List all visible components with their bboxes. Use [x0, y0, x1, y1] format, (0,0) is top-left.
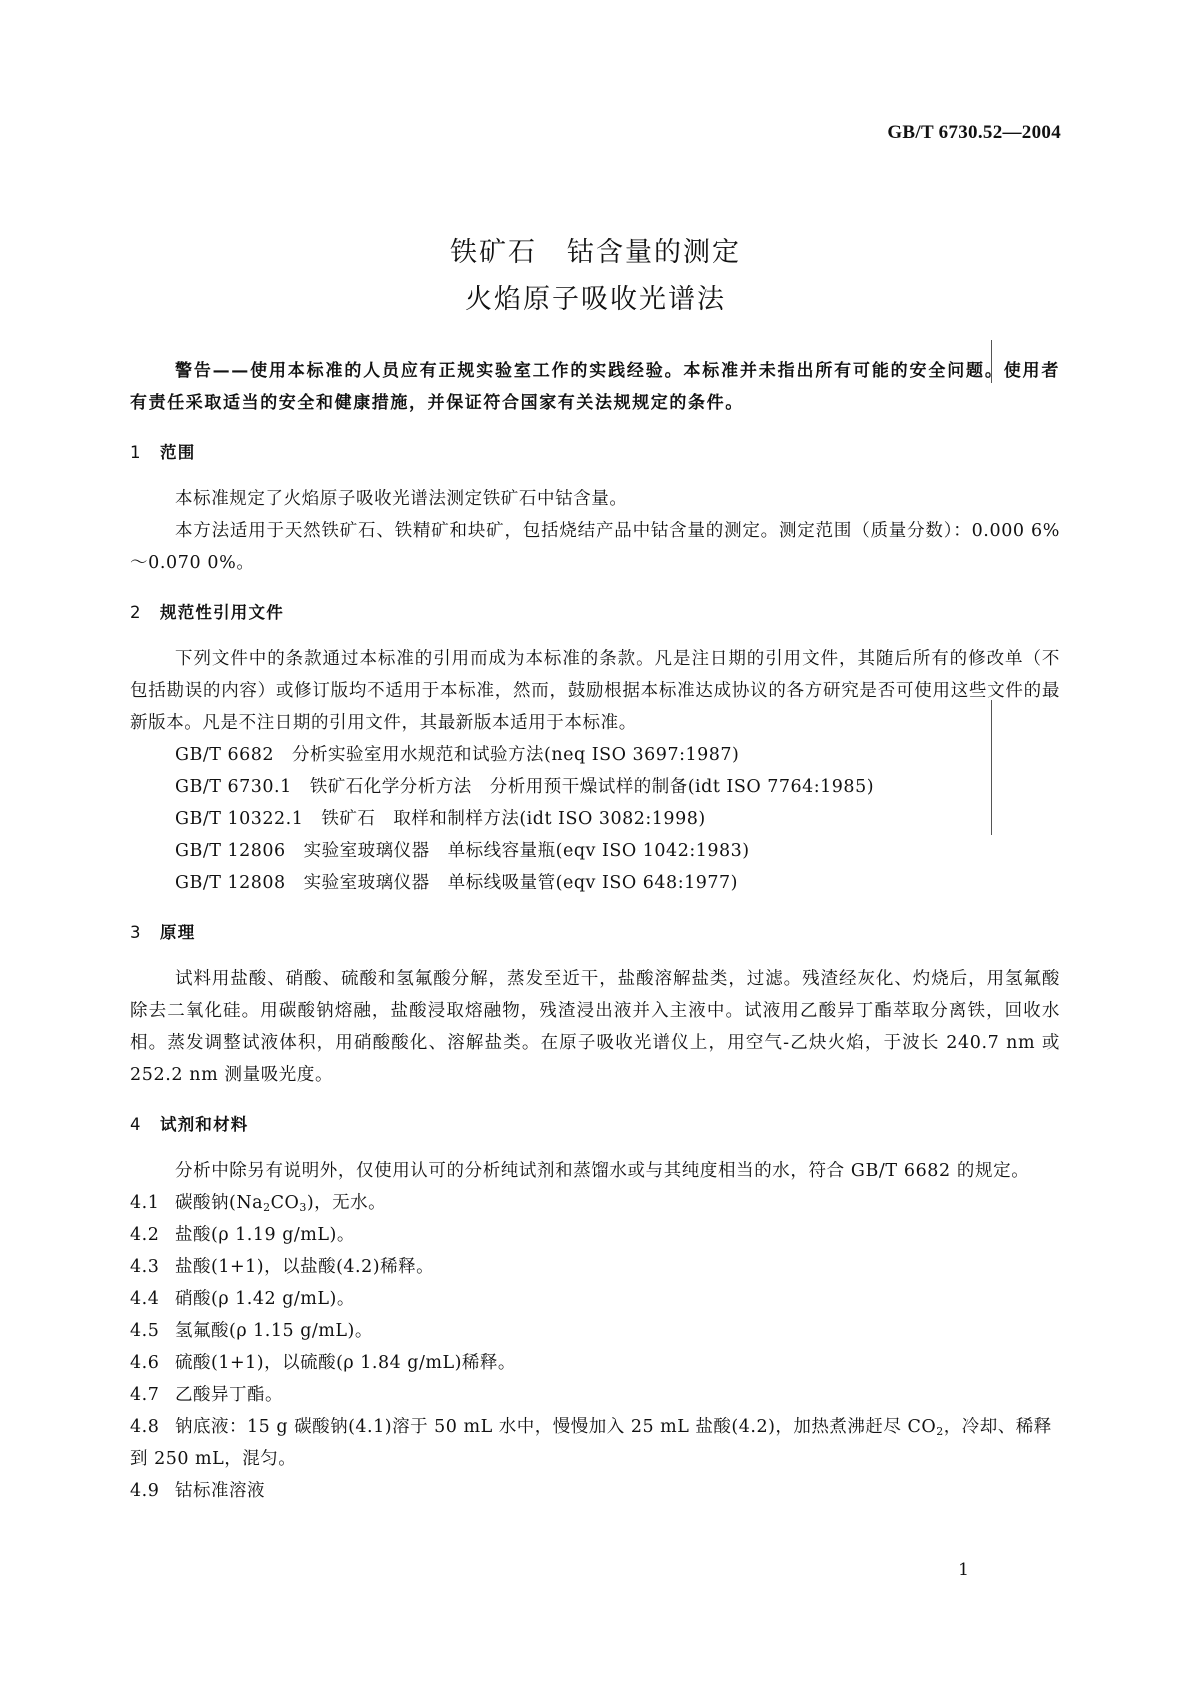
section-title: 试剂和材料: [160, 1115, 249, 1134]
reagent-item: 4.1 碳酸钠$(Na_2CO_3)$，无水。: [130, 1193, 387, 1214]
reference-item: GB/T 12808 实验室玻璃仪器 单标线吸量管(eqv ISO 648:1977): [175, 873, 738, 893]
reagent-item: 4.7 乙酸异丁酯。: [130, 1385, 283, 1405]
reagent-item: 4.3 盐酸(1+1)，以盐酸(4.2)稀释。: [130, 1257, 435, 1277]
reagent-item: 4.4 硝酸(ρ 1.42 g/mL)。: [130, 1289, 355, 1309]
reference-item: GB/T 12806 实验室玻璃仪器 单标线容量瓶(eqv ISO 1042:1983): [175, 841, 750, 861]
document-body: [130, 355, 1060, 1507]
scope-paragraph-1: 本标准规定了火焰原子吸收光谱法测定铁矿石中钴含量。: [175, 489, 628, 509]
section-title: 原理: [160, 923, 196, 942]
section-number: 2: [130, 603, 142, 622]
reagent-item: 4.8 钠底液：15 g 碳酸钠(4.1)溶于 50 mL 水中，慢慢加入 25 mL 盐酸(4.2)，加热煮沸赶尽 $CO_2$，冷却、稀释到 250 mL，混匀。: [130, 1417, 1052, 1469]
title-subject: 铁矿石: [450, 237, 537, 268]
title-line-1: [0, 230, 1191, 269]
section-number: 3: [130, 923, 142, 942]
section-number: 1: [130, 443, 142, 462]
section-heading-reagents: [130, 1109, 1060, 1141]
warning-paragraph: 警告——使用本标准的人员应有正规实验室工作的实践经验。本标准并未指出所有可能的安全问题。使用者有责任采取适当的安全和健康措施，并保证符合国家有关法规规定的条件。: [130, 361, 1060, 413]
section-title: 范围: [160, 443, 196, 462]
reagents-intro: 分析中除另有说明外，仅使用认可的分析纯试剂和蒸馏水或与其纯度相当的水，符合 GB/T 6682 的规定。: [175, 1161, 1030, 1181]
section-heading-scope: [130, 437, 1060, 469]
reagent-item: 4.6 硫酸(1+1)，以硫酸(ρ 1.84 g/mL)稀释。: [130, 1353, 516, 1373]
scope-paragraph-2: 本方法适用于天然铁矿石、铁精矿和块矿，包括烧结产品中钴含量的测定。测定范围（质量分数）：0.000 6%～0.070 0%。: [130, 521, 1060, 573]
reagent-item: 4.5 氢氟酸(ρ 1.15 g/mL)。: [130, 1321, 373, 1341]
references-intro: 下列文件中的条款通过本标准的引用而成为本标准的条款。凡是注日期的引用文件，其随后所有的修改单（不包括勘误的内容）或修订版均不适用于本标准，然而，鼓励根据本标准达成协议的各方研究是否可使用这些文件的最新版本。凡是不注日期的引用文件，其最新版本适用于本标准。: [130, 649, 1060, 733]
principle-paragraph: 试料用盐酸、硝酸、硫酸和氢氟酸分解，蒸发至近干，盐酸溶解盐类，过滤。残渣经灰化、灼烧后，用氢氟酸除去二氧化硅。用碳酸钠熔融，盐酸浸取熔融物，残渣浸出液并入主液中。试液用乙酸异丁酯萃取分离铁，回收水相。蒸发调整试液体积，用硝酸酸化、溶解盐类。在原子吸收光谱仪上，用空气-乙炔火焰，于波长 240.7 nm 或 252.2 nm 测量吸光度。: [130, 969, 1060, 1085]
reference-item: GB/T 6730.1 铁矿石化学分析方法 分析用预干燥试样的制备(idt ISO 7764:1985): [175, 777, 875, 797]
standard-code: GB/T 6730.52—2004: [887, 122, 1061, 143]
section-number: 4: [130, 1115, 142, 1134]
section-heading-references: [130, 597, 1060, 629]
section-heading-principle: [130, 917, 1060, 949]
title-measure: 钴含量的测定: [567, 237, 741, 268]
reagent-item: 4.9 钴标准溶液: [130, 1481, 265, 1501]
section-title: 规范性引用文件: [160, 603, 284, 622]
reference-list: [130, 739, 1060, 899]
reagent-item: 4.2 盐酸(ρ 1.19 g/mL)。: [130, 1225, 355, 1245]
reference-item: GB/T 10322.1 铁矿石 取样和制样方法(idt ISO 3082:1998): [175, 809, 706, 829]
title-line-2: 火焰原子吸收光谱法: [465, 284, 726, 315]
page-number: 1: [958, 1560, 969, 1580]
reference-item: GB/T 6682 分析实验室用水规范和试验方法(neq ISO 3697:1987): [175, 745, 740, 765]
